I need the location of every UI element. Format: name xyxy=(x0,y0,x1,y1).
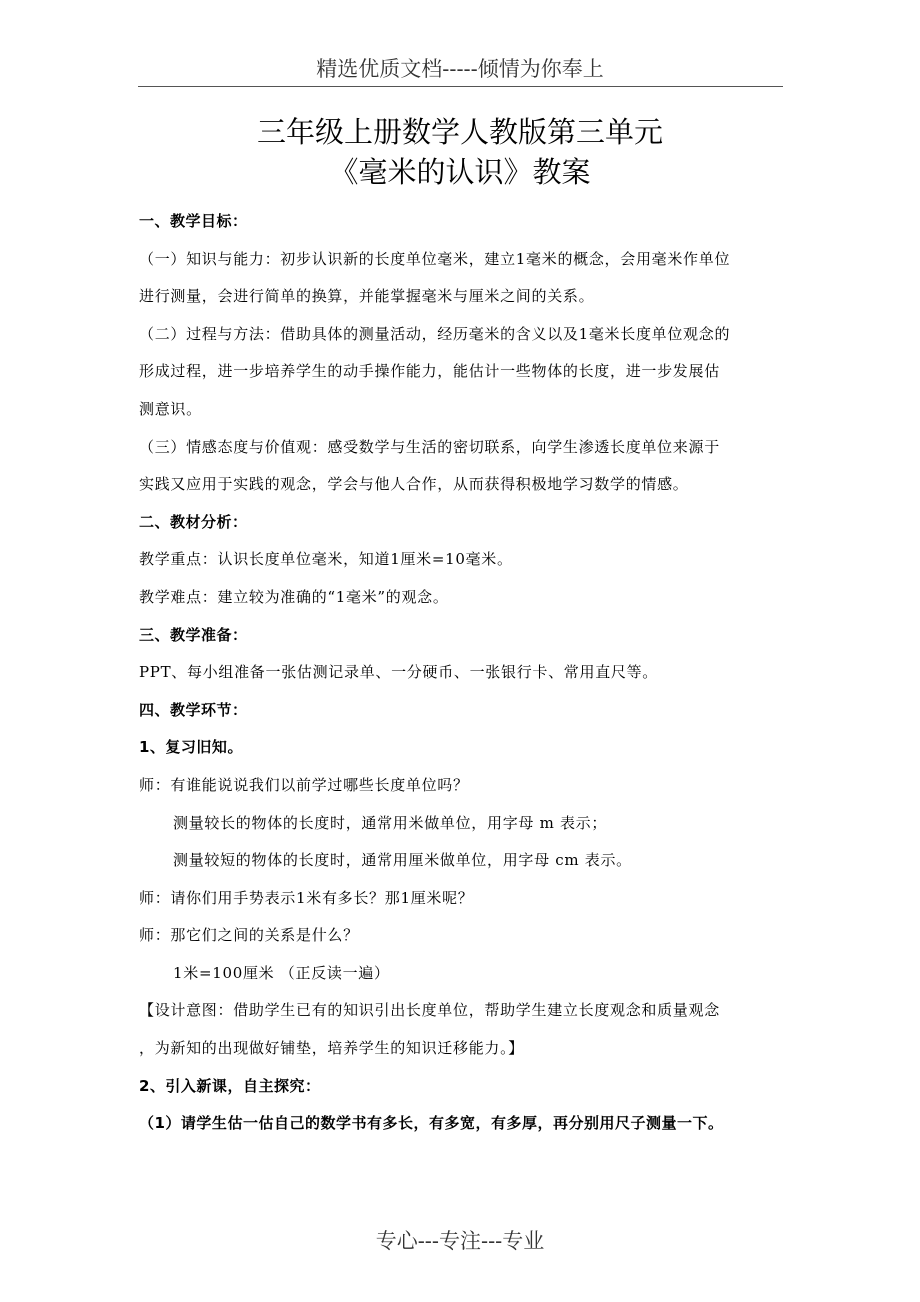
teaching-difficulty: 教学难点：建立较为准确的“1毫米”的观念。 xyxy=(139,587,449,606)
paragraph-process-line-2: 形成过程，进一步培养学生的动手操作能力，能估计一些物体的长度，进一步发展估 xyxy=(139,362,720,381)
preparation-text: PPT、每小组准备一张估测记录单、一分硬币、一张银行卡、常用直尺等。 xyxy=(139,663,658,682)
teaching-key-point: 教学重点：认识长度单位毫米，知道1厘米=10毫米。 xyxy=(139,550,513,569)
document-body xyxy=(139,203,783,1143)
paragraph-process-line-1: （二）过程与方法：借助具体的测量活动，经历毫米的含义以及1毫米长度单位观念的 xyxy=(139,324,731,343)
section-heading-preparation: 三、教学准备： xyxy=(139,625,248,644)
design-intent-line-2: ，为新知的出现做好铺垫，培养学生的知识迁移能力。】 xyxy=(139,1039,525,1058)
paragraph-process-line-3: 测意识。 xyxy=(139,399,202,418)
teacher-question-1: 师：有谁能说说我们以前学过哪些长度单位吗？ xyxy=(139,775,469,794)
answer-meter: 测量较长的物体的长度时，通常用米做单位，用字母 m 表示； xyxy=(173,813,608,832)
paragraph-attitude-line-2: 实践又应用于实践的观念，学会与他人合作，从而获得积极地学习数学的情感。 xyxy=(139,475,689,494)
teacher-question-2: 师：请你们用手势表示1米有多长？那1厘米呢？ xyxy=(139,888,474,907)
answer-centimeter: 测量较短的物体的长度时，通常用厘米做单位，用字母 cm 表示。 xyxy=(173,851,632,870)
paragraph-knowledge-line-1: （一）知识与能力：初步认识新的长度单位毫米，建立1毫米的概念，会用毫米作单位 xyxy=(139,249,731,268)
design-intent-line-1: 【设计意图：借助学生已有的知识引出长度单位，帮助学生建立长度观念和质量观念 xyxy=(139,1001,720,1020)
teacher-question-3: 师：那它们之间的关系是什么？ xyxy=(139,926,359,945)
paragraph-knowledge-line-2: 进行测量，会进行简单的换算，并能掌握毫米与厘米之间的关系。 xyxy=(139,287,595,306)
document-title-line-1: 三年级上册数学人教版第三单元 xyxy=(256,115,663,149)
subsection-heading-new-lesson: 2、引入新课，自主探究： xyxy=(139,1076,321,1095)
page-footer: 专心---专注---专业 xyxy=(375,1229,545,1253)
activity-estimate-book: （1）请学生估一估自己的数学书有多长，有多宽，有多厚，再分别用尺子测量一下。 xyxy=(139,1114,724,1133)
page-header: 精选优质文档-----倾情为你奉上 xyxy=(316,57,604,81)
section-heading-objectives: 一、教学目标： xyxy=(139,212,248,230)
subsection-heading-review: 1、复习旧知。 xyxy=(139,738,243,757)
section-heading-analysis: 二、教材分析： xyxy=(139,512,248,531)
document-title-line-2: 《毫米的认识》教案 xyxy=(329,155,591,189)
header-divider xyxy=(138,86,783,87)
answer-relation: 1米=100厘米 （正反读一遍） xyxy=(173,963,390,982)
section-heading-procedure: 四、教学环节： xyxy=(139,700,248,719)
paragraph-attitude-line-1: （三）情感态度与价值观：感受数学与生活的密切联系，向学生渗透长度单位来源于 xyxy=(139,437,720,456)
